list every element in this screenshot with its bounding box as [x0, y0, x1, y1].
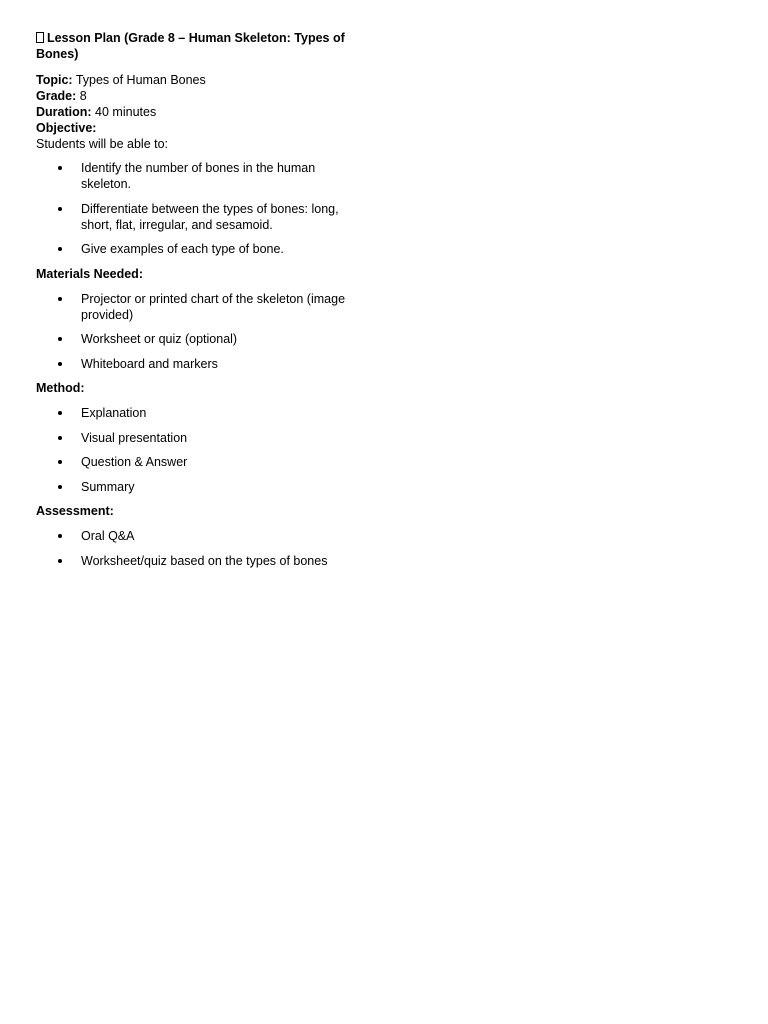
- list-item-text: Worksheet/quiz based on the types of bones: [81, 553, 328, 568]
- method-list: [36, 405, 366, 495]
- duration-line: [36, 104, 366, 120]
- bullet-icon: [58, 297, 62, 301]
- bullet-icon: [58, 559, 62, 563]
- list-item: [36, 331, 366, 347]
- list-item: [36, 430, 366, 446]
- bullet-icon: [58, 362, 62, 366]
- list-item: [36, 201, 366, 233]
- document-page: [36, 30, 366, 577]
- list-item: [36, 241, 366, 257]
- list-item-text: Worksheet or quiz (optional): [81, 332, 238, 346]
- topic-value: Types of Human Bones: [75, 73, 206, 87]
- missing-glyph-icon: [36, 32, 44, 43]
- list-item: [36, 454, 366, 470]
- topic-line: [36, 72, 366, 88]
- bullet-icon: [58, 485, 62, 489]
- list-item-text: Oral Q&A: [81, 529, 135, 543]
- list-item: [36, 356, 366, 372]
- page-title: [36, 30, 366, 62]
- bullet-icon: [58, 411, 62, 415]
- list-item-text: Projector or printed chart of the skeleton (image provided): [81, 291, 346, 322]
- bullet-icon: [58, 166, 62, 170]
- grade-value: 8: [79, 89, 87, 103]
- materials-list: [36, 291, 366, 372]
- grade-label: Grade:: [36, 89, 77, 103]
- bullet-icon: [58, 460, 62, 464]
- title-text: Lesson Plan (Grade 8 – Human Skeleton: Types of Bones): [36, 31, 345, 61]
- bullet-icon: [58, 247, 62, 251]
- objective-line: [36, 120, 366, 136]
- materials-heading: Materials Needed:: [36, 266, 143, 281]
- list-item-text: Summary: [81, 479, 135, 494]
- topic-label: Topic:: [36, 73, 73, 87]
- assessment-list: [36, 528, 366, 569]
- grade-line: [36, 88, 366, 104]
- assessment-heading: Assessment:: [36, 504, 114, 518]
- list-item-text: Give examples of each type of bone.: [81, 242, 284, 256]
- objective-label: Objective:: [36, 121, 97, 135]
- list-item: [36, 528, 366, 544]
- bullet-icon: [58, 436, 62, 440]
- list-item-text: Whiteboard and markers: [81, 356, 218, 371]
- method-heading: Method:: [36, 381, 85, 395]
- list-item-text: Identify the number of bones in the human skeleton.: [81, 161, 316, 191]
- objectives-list: [36, 160, 366, 257]
- list-item: [36, 405, 366, 421]
- list-item-text: Question & Answer: [81, 455, 188, 469]
- list-item-text: Differentiate between the types of bones: long, short, flat, irregular, and sesamoid.: [81, 201, 339, 232]
- bullet-icon: [58, 337, 62, 341]
- bullet-icon: [58, 534, 62, 538]
- list-item: [36, 479, 366, 495]
- duration-value: 40 minutes: [95, 105, 157, 119]
- list-item: [36, 160, 366, 192]
- duration-label: Duration:: [36, 105, 92, 119]
- list-item-text: Explanation: [81, 406, 147, 420]
- objective-intro: Students will be able to:: [36, 137, 169, 151]
- list-item: [36, 291, 366, 323]
- bullet-icon: [58, 207, 62, 211]
- list-item-text: Visual presentation: [81, 430, 188, 445]
- list-item: [36, 553, 366, 569]
